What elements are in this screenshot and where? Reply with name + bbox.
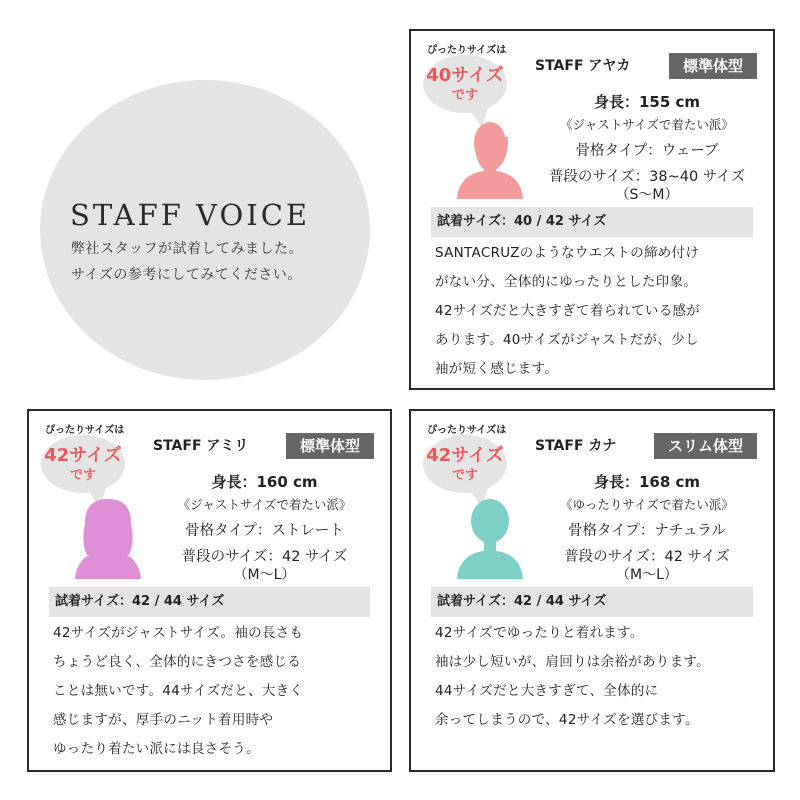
fit-suffix: です bbox=[451, 88, 478, 103]
frame-type: 骨格タイプ：ナチュラル bbox=[568, 523, 726, 539]
comment-line: 余ってしまうので、42サイズを選びます。 bbox=[435, 712, 699, 728]
usual-size: 普段のサイズ：38~40 サイズ bbox=[548, 169, 746, 185]
staff-card-kana bbox=[409, 409, 775, 772]
fit-size: 42サイズ bbox=[44, 445, 122, 466]
height: 身長：155 cm bbox=[593, 93, 701, 111]
trial-size: 試着サイズ：42 / 44 サイズ bbox=[431, 587, 753, 617]
staff-name: STAFF カナ bbox=[535, 438, 617, 454]
comment bbox=[435, 239, 765, 384]
comment-line: 44サイズだと大きすぎて、全体的に bbox=[435, 683, 659, 699]
body-type-badge: 標準体型 bbox=[286, 433, 374, 459]
comment-line: ゆったり着たい派には良さそう。 bbox=[53, 741, 260, 757]
usual-size-letters: （M〜L） bbox=[616, 567, 678, 583]
usual-size-letters: （M〜L） bbox=[233, 567, 296, 583]
comment-line: 袖は少し短いが、肩回りは余裕があります。 bbox=[435, 654, 710, 670]
trial-size: 試着サイズ：40 / 42 サイズ bbox=[431, 207, 753, 237]
comment-line: 感じますが、厚手のニット着用時や bbox=[53, 712, 274, 728]
comment-line: がない分、全体的にゆったりとした印象。 bbox=[435, 274, 698, 290]
comment-line: ちょうど良く、全体的にきつさを感じる bbox=[53, 654, 302, 670]
intro-line-1: 弊社スタッフが試着してみました。 bbox=[71, 241, 303, 257]
comment-line: ことは無いです。44サイズだと、大きく bbox=[53, 683, 304, 699]
height: 身長：160 cm bbox=[211, 473, 318, 491]
preference: 《ジャストサイズで着たい派》 bbox=[177, 497, 352, 512]
fit-size: 42サイズ bbox=[426, 445, 504, 466]
staff-avatar-icon bbox=[71, 493, 145, 579]
fit-label: ぴったりサイズは bbox=[427, 425, 507, 436]
height: 身長：168 cm bbox=[593, 473, 701, 491]
staff-name: STAFF アミリ bbox=[153, 438, 249, 454]
fit-suffix: です bbox=[69, 468, 96, 483]
staff-card-ayaka bbox=[409, 29, 775, 390]
comment-line: 42サイズでゆったりと着れます。 bbox=[435, 625, 644, 641]
staff-avatar-icon bbox=[453, 113, 527, 199]
comment bbox=[53, 619, 382, 764]
usual-size: 普段のサイズ：42 サイズ bbox=[564, 549, 730, 565]
usual-size-letters: （S〜M） bbox=[615, 187, 679, 203]
frame-type: 骨格タイプ：ウェーブ bbox=[575, 143, 719, 159]
intro-line-2: サイズの参考にしてみてください。 bbox=[71, 267, 302, 283]
fit-size: 40サイズ bbox=[426, 65, 504, 86]
comment-line: 42サイズがジャストサイズ。袖の長さも bbox=[53, 625, 304, 641]
fit-label: ぴったりサイズは bbox=[45, 425, 125, 436]
fit-suffix: です bbox=[451, 468, 478, 483]
comment-line: あります。40サイズがジャストだが、少し bbox=[435, 332, 699, 348]
comment-line: SANTACRUZのようなウエストの締め付け bbox=[435, 245, 700, 261]
staff-avatar-icon bbox=[453, 493, 527, 579]
preference: 《ジャストサイズで着たい派》 bbox=[560, 117, 734, 132]
comment-line: 袖が短く感じます。 bbox=[435, 361, 559, 377]
intro-title: STAFF VOICE bbox=[70, 198, 311, 232]
trial-size: 試着サイズ：42 / 44 サイズ bbox=[49, 587, 370, 617]
comment bbox=[435, 619, 765, 735]
staff-card-amiri bbox=[27, 409, 392, 772]
fit-label: ぴったりサイズは bbox=[427, 45, 507, 56]
body-type-badge: 標準体型 bbox=[669, 53, 757, 79]
frame-type: 骨格タイプ：ストレート bbox=[185, 523, 344, 539]
staff-name: STAFF アヤカ bbox=[535, 58, 631, 74]
comment-line: 42サイズだと大きすぎて着られている感が bbox=[435, 303, 701, 319]
body-type-badge: スリム体型 bbox=[654, 433, 757, 459]
usual-size: 普段のサイズ：42 サイズ bbox=[181, 549, 348, 565]
preference: 《ゆったりサイズで着たい派》 bbox=[560, 497, 734, 512]
